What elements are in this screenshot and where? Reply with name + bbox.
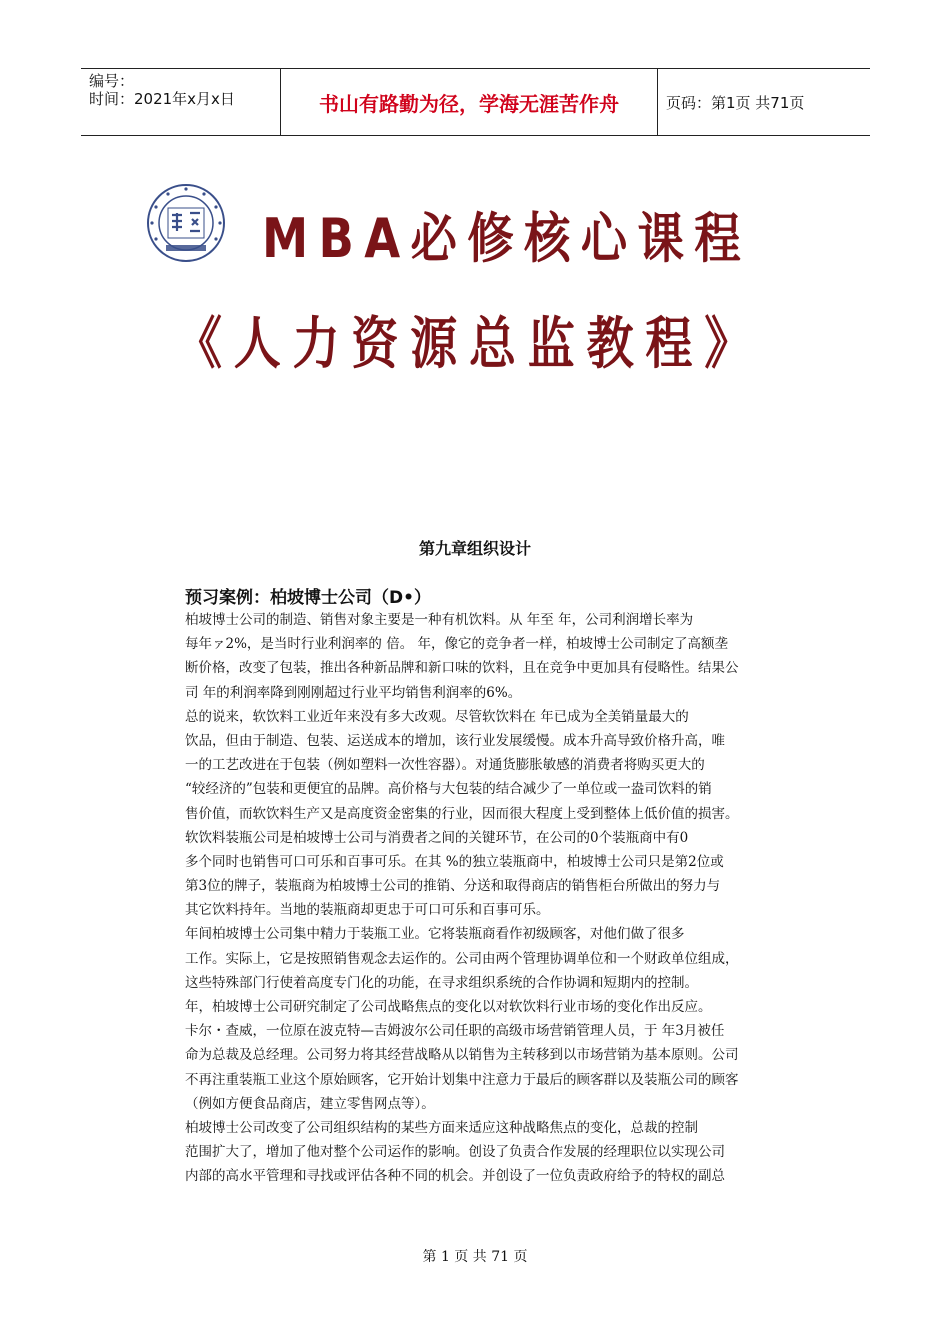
doc-number-label: 编号： [89, 72, 135, 90]
body-line: 多个同时也销售可口可乐和百事可乐。在其 %的独立装瓶商中，柏坡博士公司只是第2位或 [185, 853, 724, 870]
body-line: “较经济的”包装和更便宜的品牌。高价格与大包装的结合减少了一单位或一盎司饮料的销 [185, 781, 712, 798]
body-line: 其它饮料持年。当地的装瓶商却更忠于可口可乐和百事可乐。 [185, 902, 550, 919]
header-motto: 书山有路勤为径，学海无涯苦作舟 [281, 69, 658, 135]
body-line: 售价值，而软饮料生产又是高度资金密集的行业，因而很大程度上受到整体上低价值的损害。 [185, 805, 739, 822]
course-title: MBA必修核心课程 [262, 207, 752, 270]
body-line: 卡尔・查威，一位原在波克特—吉姆波尔公司任职的高级市场营销管理人员，于 年3月被任 [185, 1023, 725, 1040]
body-line: 饮品，但由于制造、包装、运送成本的增加，该行业发展缓慢。成本升高导致价格升高，唯 [185, 732, 725, 749]
chapter-title: 第九章组织设计 [418, 539, 531, 558]
body-line: 断价格，改变了包装，推出各种新品牌和新口味的饮料，且在竞争中更加具有侵略性。结果公 [185, 660, 739, 677]
body-line: 这些特殊部门行使着高度专门化的功能，在寻求组织系统的合作协调和短期内的控制。 [185, 974, 698, 991]
body-line: （例如方便食品商店，建立零售网点等）。 [185, 1095, 435, 1112]
body-line: 一的工艺改进在于包装（例如塑料一次性容器）。对通货膨胀敏感的消费者将购买更大的 [185, 757, 705, 774]
header-meta-cell [81, 69, 281, 135]
university-seal-logo [146, 183, 226, 263]
body-line: 不再注重装瓶工业这个原始顾客，它开始计划集中注意力于最后的顾客群以及装瓶公司的顾客 [185, 1071, 739, 1088]
body-line: 柏坡博士公司的制造、销售对象主要是一种有机饮料。从 年至 年，公司利润增长率为 [185, 612, 694, 628]
case-title: 预习案例：柏坡博士公司（D•） [185, 588, 431, 608]
body-line: 内部的高水平管理和寻找或评估各种不同的机会。并创设了一位负责政府给予的特权的副总 [185, 1168, 725, 1185]
body-line: 司 年的利润率降到刚刚超过行业平均销售利润率的6%。 [185, 684, 522, 701]
body-line: 工作。实际上，它是按照销售观念去运作的。公司由两个管理协调单位和一个财政单位组成， [185, 950, 739, 967]
body-line: 柏坡博士公司改变了公司组织结构的某些方面来适应这种战略焦点的变化，总裁的控制 [185, 1119, 698, 1136]
body-line: 范围扩大了，增加了他对整个公司运作的影响。创设了负责合作发展的经理职位以实现公司 [185, 1144, 725, 1161]
body-line: 每年ァ2%，是当时行业利润率的 倍。 年，像它的竞争者一样，柏坡博士公司制定了高额垄 [185, 636, 728, 653]
book-title: 《人力资源总监教程》 [175, 312, 763, 377]
body-line: 软饮料装瓶公司是柏坡博士公司与消费者之间的关键环节，在公司的0个装瓶商中有0 [185, 829, 689, 846]
header-page-info: 页码：第1页 共71页 [666, 93, 805, 112]
page-footer: 第 1 页 共 71 页 [422, 1249, 528, 1265]
body-line: 年间柏坡博士公司集中精力于装瓶工业。它将装瓶商看作初级顾客，对他们做了很多 [185, 926, 685, 943]
body-line: 总的说来，软饮料工业近年来没有多大改观。尽管软饮料在 年已成为全美销量最大的 [185, 708, 689, 725]
doc-time-label: 时间：2021年x月x日 [89, 90, 235, 108]
body-line: 第3位的牌子，装瓶商为柏坡博士公司的推销、分送和取得商店的销售柜台所做出的努力与 [185, 878, 721, 895]
body-text [185, 608, 785, 1189]
body-line: 命为总裁及总经理。公司努力将其经营战略从以销售为主转移到以市场营销为基本原则。公司 [185, 1047, 739, 1064]
body-line: 年，柏坡博士公司研究制定了公司战略焦点的变化以对软饮料行业市场的变化作出反应。 [185, 999, 712, 1015]
header-table [81, 68, 870, 136]
